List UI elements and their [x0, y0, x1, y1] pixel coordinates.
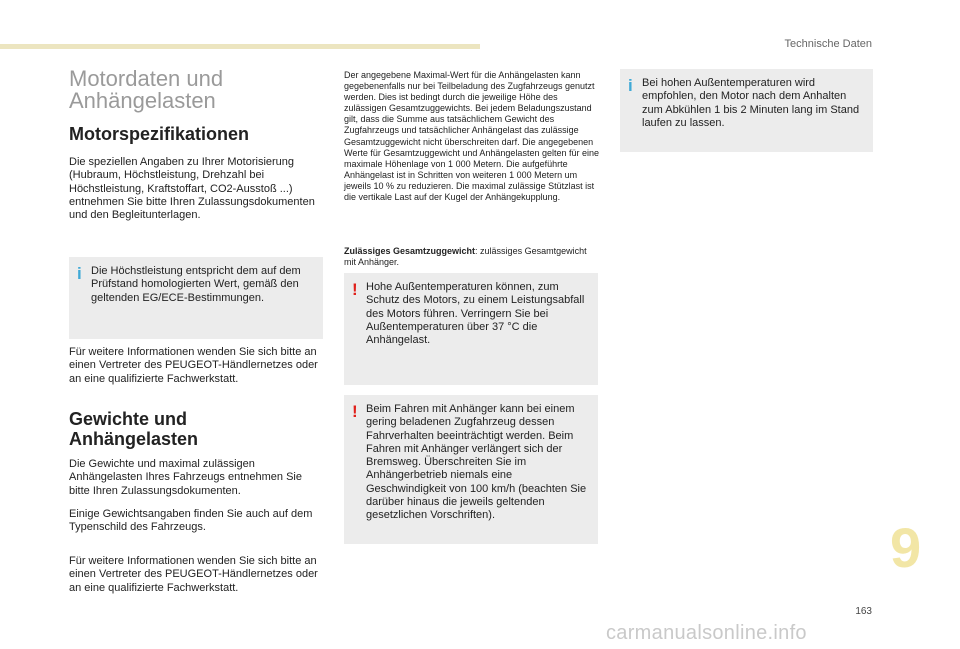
- engine-specs-text: Die speziellen Angaben zu Ihrer Motorisierung (Hubraum, Höchstleistung, Drehzahl bei Höchstleistung, Kraftstoffart, CO2-Ausstoß ...) entnehmen Sie bitte Ihren Zulassungsdokumenten und den Begleitunterlagen.: [69, 156, 315, 222]
- chapter-number: 9: [890, 516, 922, 579]
- definition-text: : zulässiges Gesamtgewicht mit Anhänger.: [344, 246, 587, 268]
- weights-text-2: Einige Gewichtsangaben finden Sie auch auf dem Typenschild des Fahrzeugs.: [69, 508, 313, 534]
- max-value-text: Der angegebene Maximal-Wert für die Anhängelasten kann gegebenenfalls nur bei Teilbeladung des Zugfahrzeugs genutzt werden. Dies ist bedingt durch die jeweilige Höhe des zulässigen Gesamtzuggewichts. Bei jedem Beladungszustand gilt, dass die Summe aus tatsächlichem Gewicht des Zugfahrzeugs und tatsächlicher Anhängelast das zulässige Gesamtzuggewicht nicht überschreiten darf. Die angegebenen Werte für Gesamtzuggewicht und Anhängelasten gelten für eine maximale Höhenlage von 1 000 Metern. Die aufgeführte Anhängelast ist in Schritten von weiteren 1 000 Metern um jeweils 10 % zu reduzieren. Die maximal zulässige Stützlast ist die vertikale Last auf der Kugel der Anhängekupplung.: [344, 70, 599, 203]
- warning-box-temperature: [344, 273, 598, 385]
- contact-text-2: Für weitere Informationen wenden Sie sich bitte an einen Vertreter des PEUGEOT-Händlernetzes oder an eine qualifizierte Fachwerkstatt.: [69, 555, 318, 594]
- warning-text-driving: Beim Fahren mit Anhänger kann bei einem gering beladenen Zugfahrzeug dessen Fahrverhalten beeinträchtigt werden. Beim Fahren mit Anhänger verlängert sich der Bremsweg. Überschreiten Sie im Anhängerbetrieb niemals eine Geschwindigkeit von 100 km/h (beachten Sie darüber hinaus die jeweils geltenden gesetzlichen Vorschriften).: [366, 403, 587, 522]
- info-icon: i: [77, 264, 82, 283]
- info-icon: i: [628, 76, 633, 95]
- warning-icon: !: [352, 402, 358, 421]
- header-accent-bar: [0, 44, 480, 49]
- watermark: carmanualsonline.info: [606, 622, 807, 644]
- definition-term: Zulässiges Gesamtzuggewicht: [344, 246, 476, 256]
- info-box-cooling: [620, 69, 873, 152]
- weights-text-1: Die Gewichte und maximal zulässigen Anhängelasten Ihres Fahrzeugs entnehmen Sie bitte Ihren Zulassungsdokumenten.: [69, 458, 302, 497]
- page-number: 163: [855, 606, 872, 617]
- page-title: Motordaten und Anhängelasten: [69, 66, 224, 113]
- info-box-power: [69, 257, 323, 339]
- engine-specs-heading: Motorspezifikationen: [69, 124, 250, 144]
- section-label: Technische Daten: [784, 38, 872, 50]
- weights-heading: Gewichte und Anhängelasten: [69, 409, 199, 449]
- info-box-cooling-text: Bei hohen Außentemperaturen wird empfohlen, den Motor nach dem Anhalten zum Abkühlen 1 bis 2 Minuten lang im Stand laufen zu lassen.: [642, 77, 860, 129]
- definition-paragraph: [344, 246, 600, 268]
- warning-icon: !: [352, 280, 358, 299]
- contact-text-1: Für weitere Informationen wenden Sie sich bitte an einen Vertreter des PEUGEOT-Händlernetzes oder an eine qualifizierte Fachwerkstatt.: [69, 346, 318, 385]
- warning-box-driving: [344, 395, 598, 544]
- info-box-text: Die Höchstleistung entspricht dem auf dem Prüfstand homologierten Wert, gemäß den geltenden EG/ECE-Bestimmungen.: [91, 265, 301, 304]
- warning-text-temperature: Hohe Außentemperaturen können, zum Schutz des Motors, zu einem Leistungsabfall des Motors führen. Verringern Sie bei Außentemperaturen über 37 °C die Anhängelast.: [366, 281, 585, 347]
